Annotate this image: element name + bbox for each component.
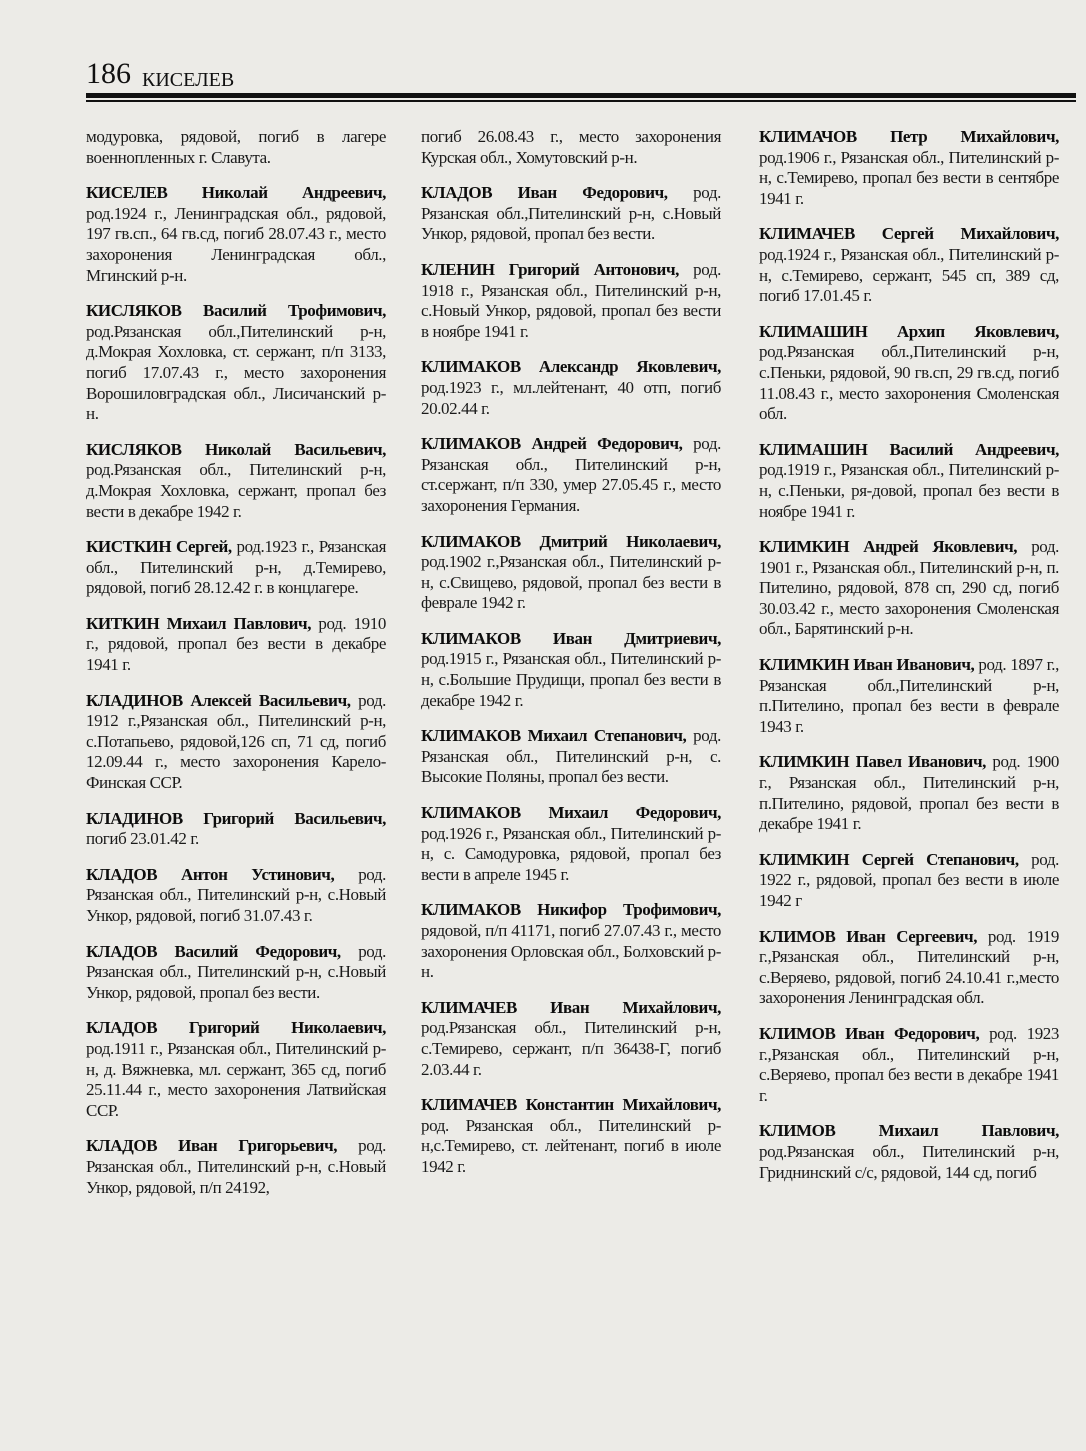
entry-name: КЛИМАКОВ Александр Яковлевич, (421, 357, 721, 377)
memorial-entry (421, 434, 721, 516)
entry-name: КЛИМАЧОВ Петр Михайлович, (759, 127, 1059, 146)
memorial-entry (86, 614, 386, 676)
text-column-1 (86, 127, 386, 1213)
entry-text: род.1919 г., Рязанская обл., Пителинский р-н, с.Пеньки, ря-довой, пропал без вести в ноябре 1941 г. (759, 460, 1059, 521)
entry-text: род.1924 г., Ленинградская обл., рядовой, 197 гв.сп., 64 гв.сд, погиб 28.07.43 г., место захоронения Ленинградская обл., Мгинский р-н. (86, 203, 386, 285)
entry-text: погиб 23.01.42 г. (86, 829, 199, 849)
entry-text: род. 1910 г., рядовой, пропал без вести в декабре 1941 г. (86, 613, 386, 675)
entry-name: КЛИМОВ Иван Сергеевич, (759, 926, 978, 946)
entry-text: род. 1912 г.,Рязанская обл., Пителинский р-н, с.Потапьево, рядовой,126 сп, 71 сд, погиб 12.09.44 г., место захоронения Карело-Финская ССР. (86, 690, 386, 793)
entry-name: КЛИМАШИН Архип Яковлевич, (759, 321, 1059, 341)
page-header (86, 56, 1076, 96)
entry-text: род. 1919 г.,Рязанская обл., Пителинский р-н, с.Веряево, рядовой, погиб 24.10.41 г.,место захоронения Ленинградская обл. (759, 926, 1059, 1008)
memorial-entry (759, 127, 1059, 209)
memorial-entry (759, 655, 1059, 737)
entry-name: КЛИМАЧЕВ Иван Михайлович, (421, 997, 721, 1017)
header-rule-thick (86, 93, 1076, 98)
entry-name: КЛАДОВ Антон Устинович, (86, 864, 335, 884)
entry-text: род. 1922 г., рядовой, пропал без вести в июле 1942 г (759, 849, 1059, 910)
memorial-entry (421, 726, 721, 788)
memorial-entry (421, 260, 721, 342)
memorial-entry (86, 809, 386, 850)
entry-name: КЛИМАЧЕВ Сергей Михайлович, (759, 224, 1059, 244)
entry-name: КИТКИН Михаил Павлович, (86, 613, 312, 633)
entry-name: КЛАДИНОВ Алексей Васильевич, (86, 690, 351, 710)
entry-name: КЛЕНИН Григорий Антонович, (421, 259, 679, 279)
memorial-entry (421, 629, 721, 711)
page-number: 186 (86, 57, 131, 90)
entry-name: КЛИМКИН Андрей Яковлевич, (759, 537, 1018, 557)
entry-text: род.Рязанская обл.,Пителинский р-н, д.Мокрая Хохловка, ст. сержант, п/п 3133, погиб 17.07.43 г., место захоронения Ворошиловградская обл., Лисичанский р-н. (86, 321, 386, 424)
entry-name: КЛИМАШИН Василий Андреевич, (759, 439, 1059, 459)
text-column-2 (421, 127, 721, 1193)
entry-text: род.Рязанская обл., Пителинский р-н, Гриднинский с/с, рядовой, 144 сд, погиб (759, 1141, 1059, 1182)
memorial-entry (759, 752, 1059, 834)
entry-name: КЛИМКИН Иван Иванович, (759, 655, 975, 675)
entry-text: род. 1923 г.,Рязанская обл., Пителинский р-н, с.Веряево, пропал без вести в декабре 1941 г. (759, 1023, 1059, 1105)
entry-name: КИСЛЯКОВ Николай Васильевич, (86, 439, 386, 459)
entry-text: рядовой, п/п 41171, погиб 27.07.43 г., место захоронения Орловская обл., Болховский р-н. (421, 921, 721, 982)
entry-text: род. Рязанская обл., Пителинский р-н, с. Высокие Поляны, пропал без вести. (421, 726, 721, 787)
entry-name: КЛИМОВ Михаил Павлович, (759, 1121, 1059, 1141)
entry-name: КЛИМКИН Сергей Степанович, (759, 849, 1019, 869)
entry-text: род.1911 г., Рязанская обл., Пителинский р-н, д. Вяжневка, мл. сержант, 365 сд, погиб 25.11.44 г., место захоронения Латвийская ССР. (86, 1038, 386, 1120)
memorial-entry (759, 1024, 1059, 1106)
entry-text: род.Рязанская обл., Пителинский р-н, с.Темирево, сержант, п/п 36438-Г, погиб 2.03.44 г. (421, 1018, 721, 1079)
entry-text: род.1926 г., Рязанская обл., Пителинский р-н, с. Самодуровка, рядовой, пропал без вести в апреле 1945 г. (421, 823, 721, 884)
entry-text: род.1906 г., Рязанская обл., Пителинский р-н, с.Темирево, пропал без вести в сентябре 1941 г. (759, 147, 1059, 208)
memorial-entry (86, 1136, 386, 1198)
entry-name: КЛИМОВ Иван Федорович, (759, 1023, 980, 1043)
entry-name: КЛИМАКОВ Никифор Трофимович, (421, 900, 721, 920)
memorial-entry (759, 850, 1059, 912)
entry-text: род.Рязанская обл., Пителинский р-н, д.Мокрая Хохловка, сержант, пропал без вести в декабре 1942 г. (86, 460, 386, 521)
entry-name: КЛАДОВ Григорий Николаевич, (86, 1018, 386, 1038)
entry-text: погиб 26.08.43 г., место захоронения Курская обл., Хомутовский р-н. (421, 127, 721, 167)
memorial-entry (759, 440, 1059, 522)
entry-text: род.1923 г., Рязанская обл., Пителинский р-н, д.Темирево, рядовой, погиб 28.12.42 г. в концлагере. (86, 537, 386, 598)
entry-text: модуровка, рядовой, погиб в лагере военнопленных г. Славута. (86, 127, 386, 167)
entry-name: КЛИМАКОВ Михаил Федорович, (421, 803, 721, 823)
entry-text: род.1924 г., Рязанская обл., Пителинский р-н, с.Темирево, сержант, 545 сп, 389 сд, погиб 17.01.45 г. (759, 244, 1059, 306)
entry-name: КЛИМКИН Павел Иванович, (759, 752, 986, 772)
entry-text: род.Рязанская обл.,Пителинский р-н, с.Пеньки, рядовой, 90 гв.сп, 29 гв.сд, погиб 11.08.43 г., место захоронения Смоленская обл. (759, 342, 1059, 424)
memorial-entry (421, 803, 721, 885)
memorial-entry (86, 183, 386, 286)
entry-name: КЛИМАКОВ Иван Дмитриевич, (421, 628, 721, 648)
memorial-entry (86, 537, 386, 599)
entry-name: КЛИМАЧЕВ Константин Михайлович, (421, 1095, 721, 1115)
memorial-entry (421, 357, 721, 419)
memorial-entry (86, 691, 386, 794)
memorial-entry (421, 127, 721, 168)
entry-name: КИСТКИН Сергей, (86, 537, 232, 557)
memorial-entry (759, 537, 1059, 640)
memorial-entry (421, 1095, 721, 1177)
entry-name: КИСЛЯКОВ Василий Трофимович, (86, 301, 386, 321)
entry-text: род. Рязанская обл., Пителинский р-н, с.Новый Ункор, рядовой, п/п 24192, (86, 1136, 386, 1197)
memorial-entry (86, 301, 386, 425)
entry-name: КЛИМАКОВ Андрей Федорович, (421, 434, 683, 454)
entry-name: КЛАДОВ Иван Григорьевич, (86, 1136, 338, 1156)
memorial-entry (86, 127, 386, 168)
memorial-entry (421, 900, 721, 982)
memorial-entry (759, 224, 1059, 306)
memorial-entry (86, 440, 386, 522)
text-column-3 (759, 127, 1059, 1198)
memorial-entry (86, 1018, 386, 1121)
entry-text: род. 1918 г., Рязанская обл., Пителинский р-н, с.Новый Ункор, рядовой, пропал без вести в ноябре 1941 г. (421, 259, 721, 341)
entry-name: КЛАДИНОВ Григорий Васильевич, (86, 808, 386, 828)
header-rule-thin (86, 100, 1076, 102)
entry-text: род. Рязанская обл., Пителинский р-н, с.Новый Ункор, рядовой, пропал без вести. (86, 941, 386, 1002)
entry-text: род. Рязанская обл.,Пителинский р-н, с.Новый Ункор, рядовой, пропал без вести. (421, 183, 721, 244)
entry-text: род. Рязанская обл., Пителинский р-н, ст.сержант, п/п 330, умер 27.05.45 г., место захоронения Германия. (421, 434, 721, 515)
entry-text: род.1923 г., мл.лейтенант, 40 отп, погиб 20.02.44 г. (421, 377, 721, 418)
memorial-entry (421, 183, 721, 245)
entry-text: род. Рязанская обл., Пителинский р-н,с.Темирево, ст. лейтенант, погиб в июле 1942 г. (421, 1115, 721, 1176)
memorial-entry (86, 865, 386, 927)
entry-text: род. 1901 г., Рязанская обл., Пителинский р-н, п. Пителино, рядовой, 878 сп, 290 сд, погиб 30.03.42 г., место захоронения Смоленская обл., Барятинский р-н. (759, 537, 1059, 639)
entry-text: род.1902 г.,Рязанская обл., Пителинский р-н, с.Свищево, рядовой, пропал без вести в феврале 1942 г. (421, 552, 721, 613)
memorial-entry (759, 1121, 1059, 1183)
entry-text: род. Рязанская обл., Пителинский р-н, с.Новый Ункор, рядовой, погиб 31.07.43 г. (86, 864, 386, 925)
memorial-entry (759, 927, 1059, 1009)
memorial-entry (421, 532, 721, 614)
entry-name: КЛИМАКОВ Михаил Степанович, (421, 726, 687, 746)
memorial-entry (421, 998, 721, 1080)
entry-name: КЛАДОВ Василий Федорович, (86, 941, 341, 961)
memorial-entry (86, 942, 386, 1004)
entry-text: род. 1900 г., Рязанская обл., Пителинский р-н, п.Пителино, рядовой, пропал без вести в декабре 1941 г. (759, 752, 1059, 834)
entry-name: КЛИМАКОВ Дмитрий Николаевич, (421, 531, 721, 551)
entry-name: КЛАДОВ Иван Федорович, (421, 183, 668, 203)
entry-text: род.1915 г., Рязанская обл., Пителинский р-н, с.Большие Прудищи, пропал без вести в декабре 1942 г. (421, 649, 721, 710)
running-title: КИСЕЛЕВ (142, 69, 235, 91)
entry-text: род. 1897 г., Рязанская обл.,Пителинский р-н, п.Пителино, пропал без вести в феврале 1943 г. (759, 655, 1059, 736)
entry-name: КИСЕЛЕВ Николай Андреевич, (86, 183, 386, 203)
memorial-entry (759, 322, 1059, 425)
